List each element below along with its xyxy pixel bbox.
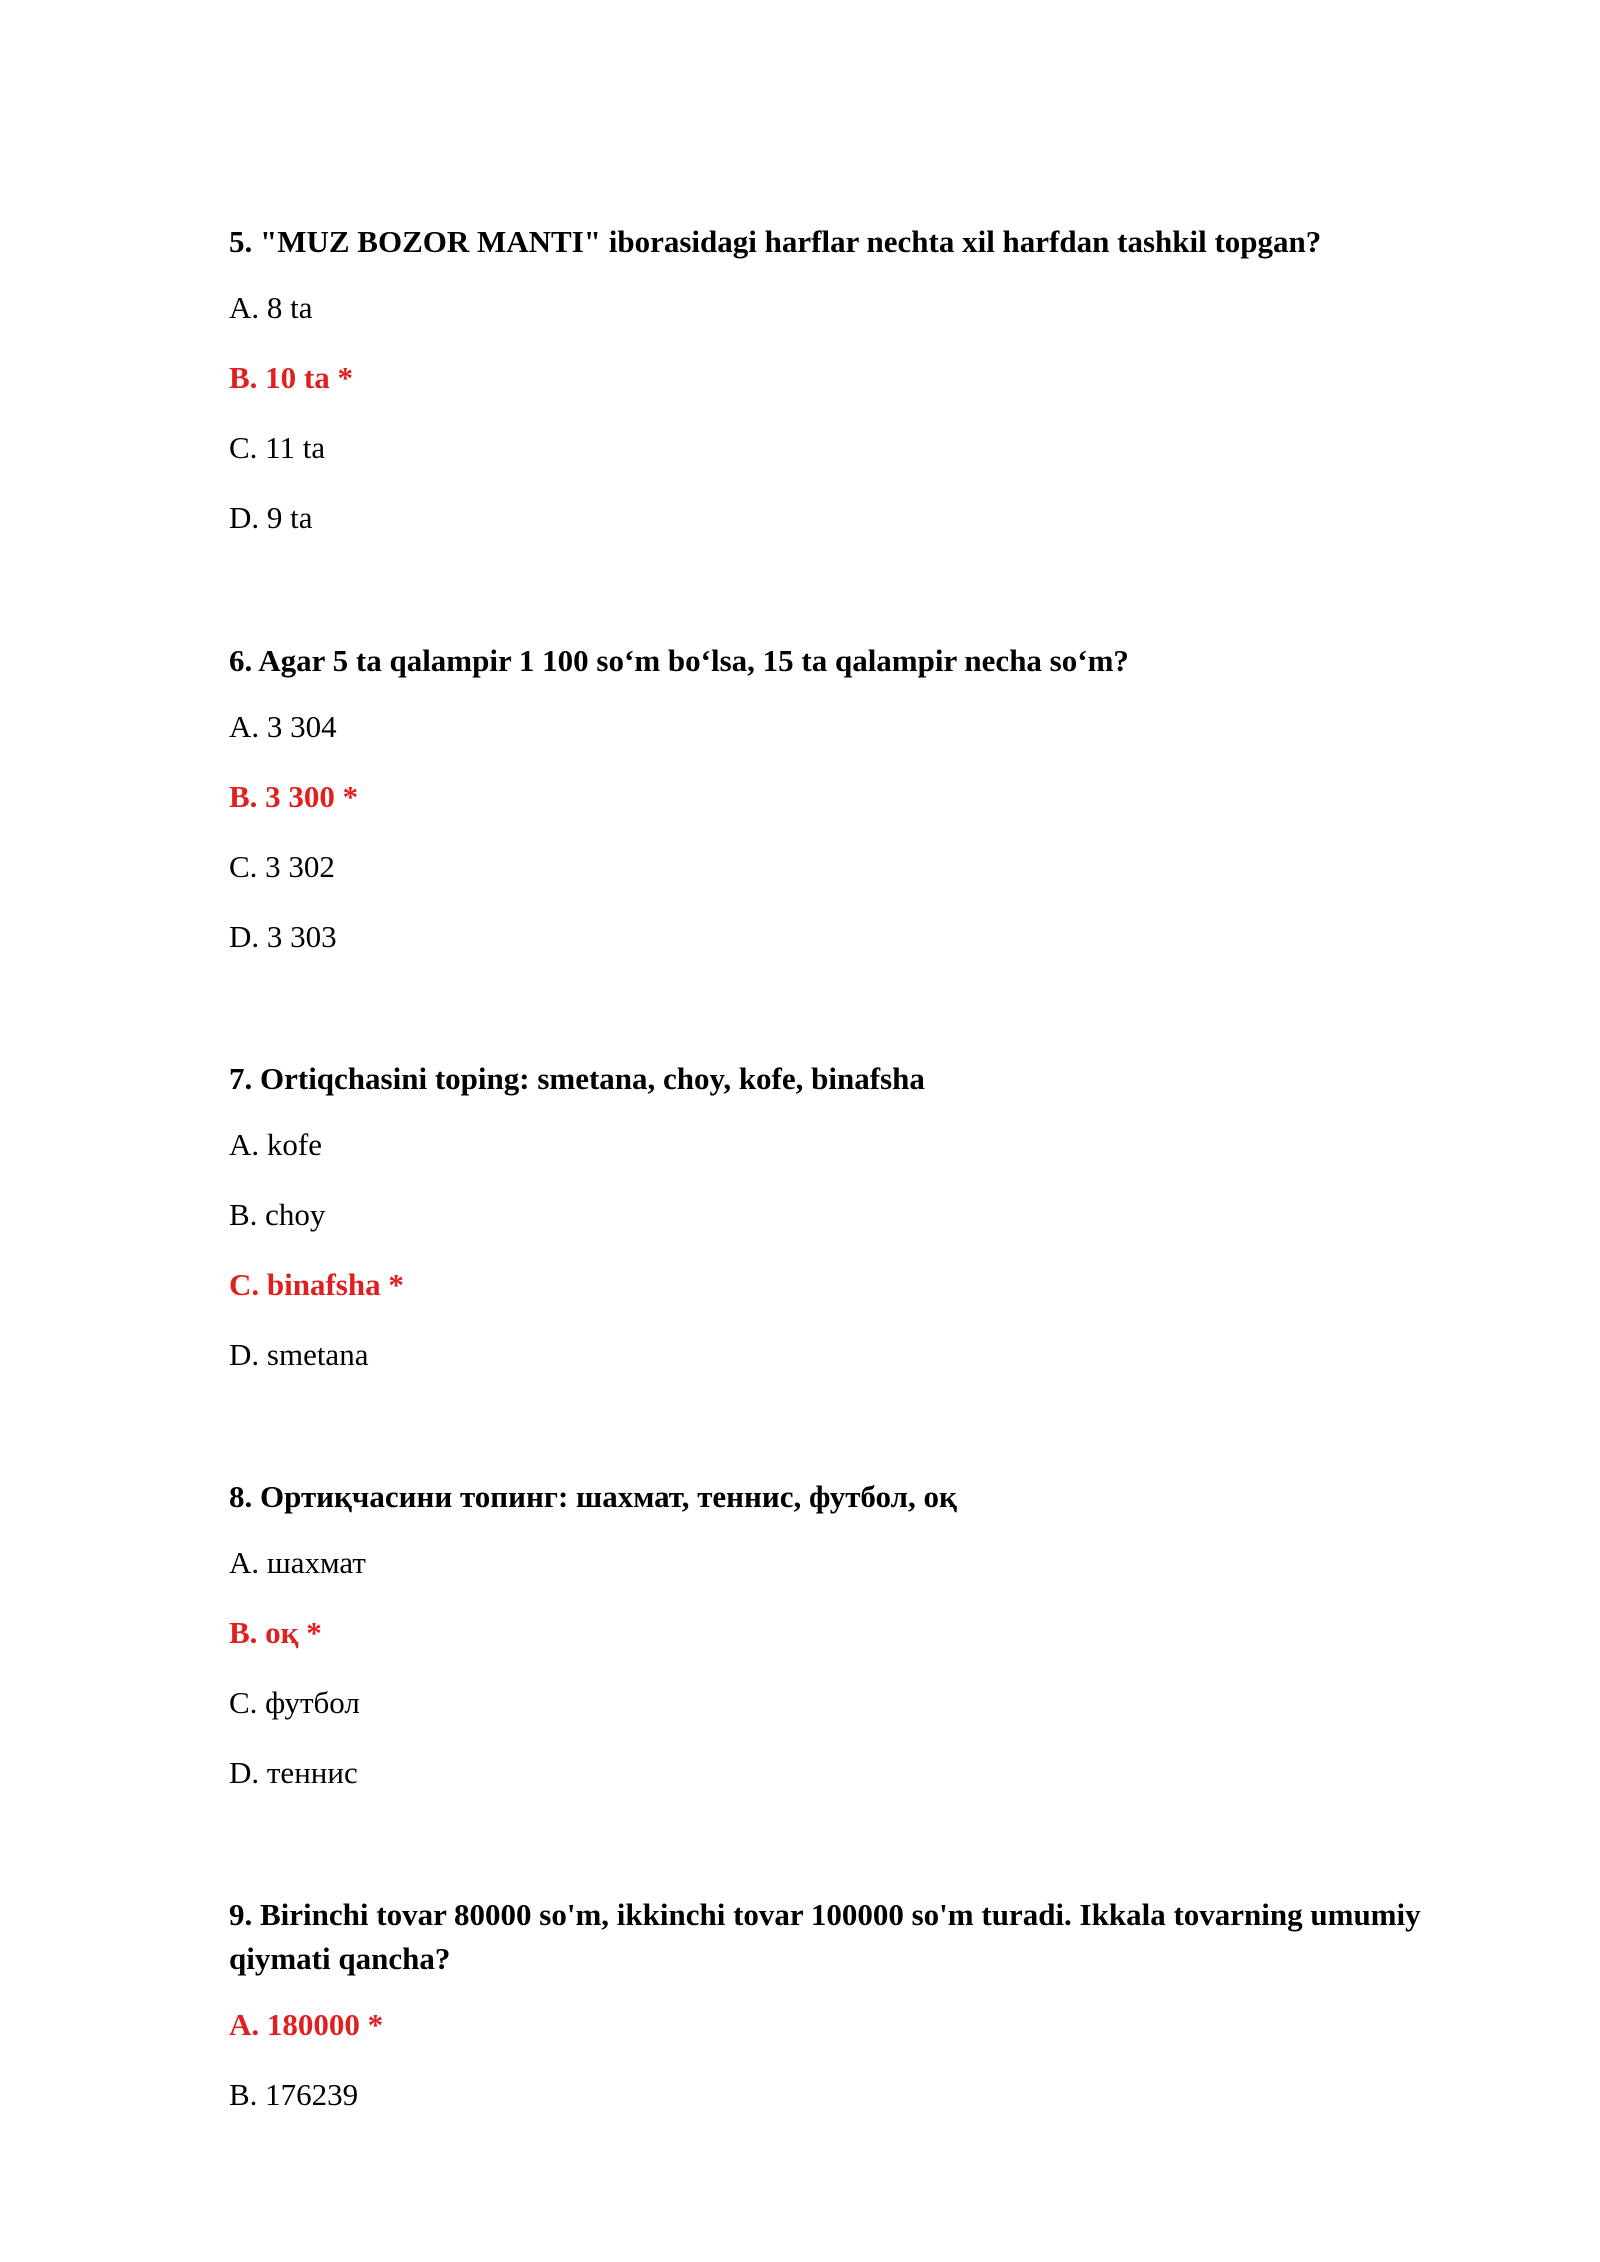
options-list <box>229 2007 1489 2147</box>
question-8 <box>229 1475 1489 1825</box>
question-7 <box>229 1057 1489 1407</box>
option-d: D. 9 ta <box>229 500 313 535</box>
option-b-correct: B. 3 300 * <box>229 779 359 814</box>
option-c: C. 11 ta <box>229 430 326 465</box>
question-text: 5. "MUZ BOZOR MANTI" iborasidagi harflar nechta xil harfdan tashkil topgan? <box>229 224 1322 259</box>
options-list <box>229 1545 1489 1825</box>
option-a: A. 3 304 <box>229 709 337 744</box>
question-5 <box>229 220 1489 570</box>
option-d: D. smetana <box>229 1337 369 1372</box>
question-text: 9. Birinchi tovar 80000 so'm, ikkinchi tovar 100000 so'm turadi. Ikkala tovarning umumiy qiymati qancha? <box>229 1897 1421 1976</box>
option-d: D. 3 303 <box>229 919 337 954</box>
option-a: A. kofe <box>229 1127 322 1162</box>
question-text: 8. Ортиқчасини топинг: шахмат, теннис, футбол, оқ <box>229 1479 957 1514</box>
option-a: A. 8 ta <box>229 290 313 325</box>
option-a: A. шахмат <box>229 1545 366 1580</box>
options-list <box>229 1127 1489 1407</box>
options-list <box>229 290 1489 570</box>
option-c-correct: C. binafsha * <box>229 1267 404 1302</box>
options-list <box>229 709 1489 989</box>
option-b: B. 176239 <box>229 2077 359 2112</box>
option-d: D. теннис <box>229 1755 358 1790</box>
option-c: C. 3 302 <box>229 849 335 884</box>
option-a-correct: A. 180000 * <box>229 2007 384 2042</box>
question-9 <box>229 1893 1489 2147</box>
question-text: 6. Agar 5 ta qalampir 1 100 so‘m bo‘lsa, 15 ta qalampir necha so‘m? <box>229 643 1129 678</box>
question-6 <box>229 639 1489 989</box>
option-c: C. футбол <box>229 1685 360 1720</box>
option-b-correct: B. оқ * <box>229 1615 322 1650</box>
option-b: B. choy <box>229 1197 326 1232</box>
option-b-correct: B. 10 ta * <box>229 360 353 395</box>
question-text: 7. Ortiqchasini toping: smetana, choy, kofe, binafsha <box>229 1061 925 1096</box>
